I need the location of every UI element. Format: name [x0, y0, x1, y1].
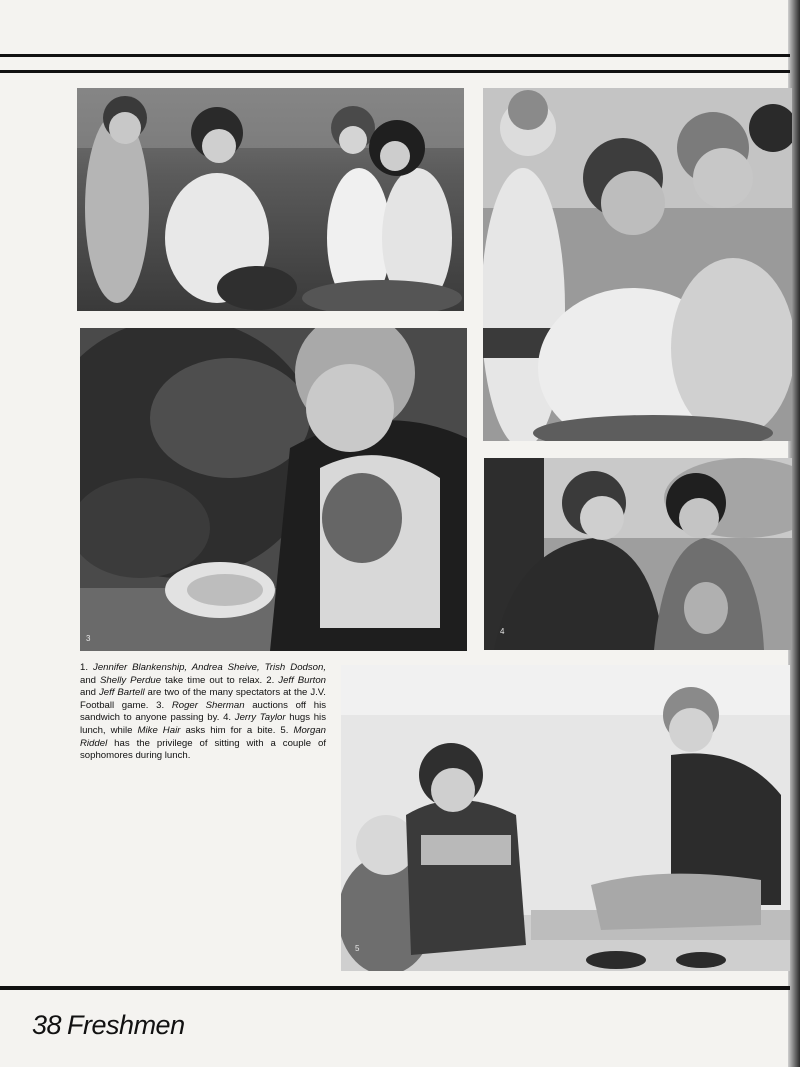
caption-text2: are two of the many spectators at the J.V. Football game.	[80, 687, 326, 711]
caption-and1: and	[80, 674, 97, 686]
caption-name2b: Jeff Bartell	[98, 687, 145, 699]
caption-text4b: asks him for a bite.	[185, 724, 276, 736]
bottom-rule	[0, 986, 790, 990]
photo-number-3: 3	[86, 634, 91, 643]
page-folio	[32, 1010, 185, 1041]
caption-text4a: hugs his lunch, while	[80, 712, 326, 736]
top-rule-2	[0, 70, 790, 73]
caption-name4a: Jerry Taylor	[234, 712, 286, 724]
top-rule-1	[0, 54, 790, 57]
caption-names1b: Shelly Perdue	[100, 674, 162, 686]
caption-n5: 5.	[280, 724, 289, 736]
caption-name3: Roger Sherman	[171, 699, 245, 711]
caption-name2a: Jeff Burton	[278, 674, 327, 686]
photo-1	[77, 88, 464, 311]
caption-text1: take time out to relax.	[165, 674, 263, 686]
photo-number-5: 5	[355, 944, 360, 953]
caption-text3: auctions off his sandwich to anyone passing by.	[80, 699, 327, 724]
photo-number-4: 4	[500, 627, 505, 636]
caption-name4b: Mike Hair	[137, 724, 181, 736]
photo-2	[483, 88, 792, 441]
photo-3	[80, 328, 467, 651]
photo-caption	[80, 662, 326, 763]
caption-name5: Morgan Riddel	[80, 724, 326, 749]
caption-n1: 1.	[80, 662, 89, 673]
caption-n4: 4.	[223, 712, 232, 724]
page-number: 38	[32, 1010, 62, 1040]
caption-and2: and	[80, 687, 97, 699]
caption-names1: Jennifer Blankenship, Andrea Sheive, Trish Dodson,	[93, 662, 326, 673]
photo-4	[484, 458, 792, 650]
section-title: Freshmen	[67, 1010, 185, 1040]
caption-n2: 2.	[266, 674, 275, 686]
caption-n3: 3.	[156, 699, 165, 711]
caption-text5: has the privilege of sitting with a couple of sophomores during lunch.	[80, 737, 326, 762]
photo-5	[341, 665, 790, 971]
